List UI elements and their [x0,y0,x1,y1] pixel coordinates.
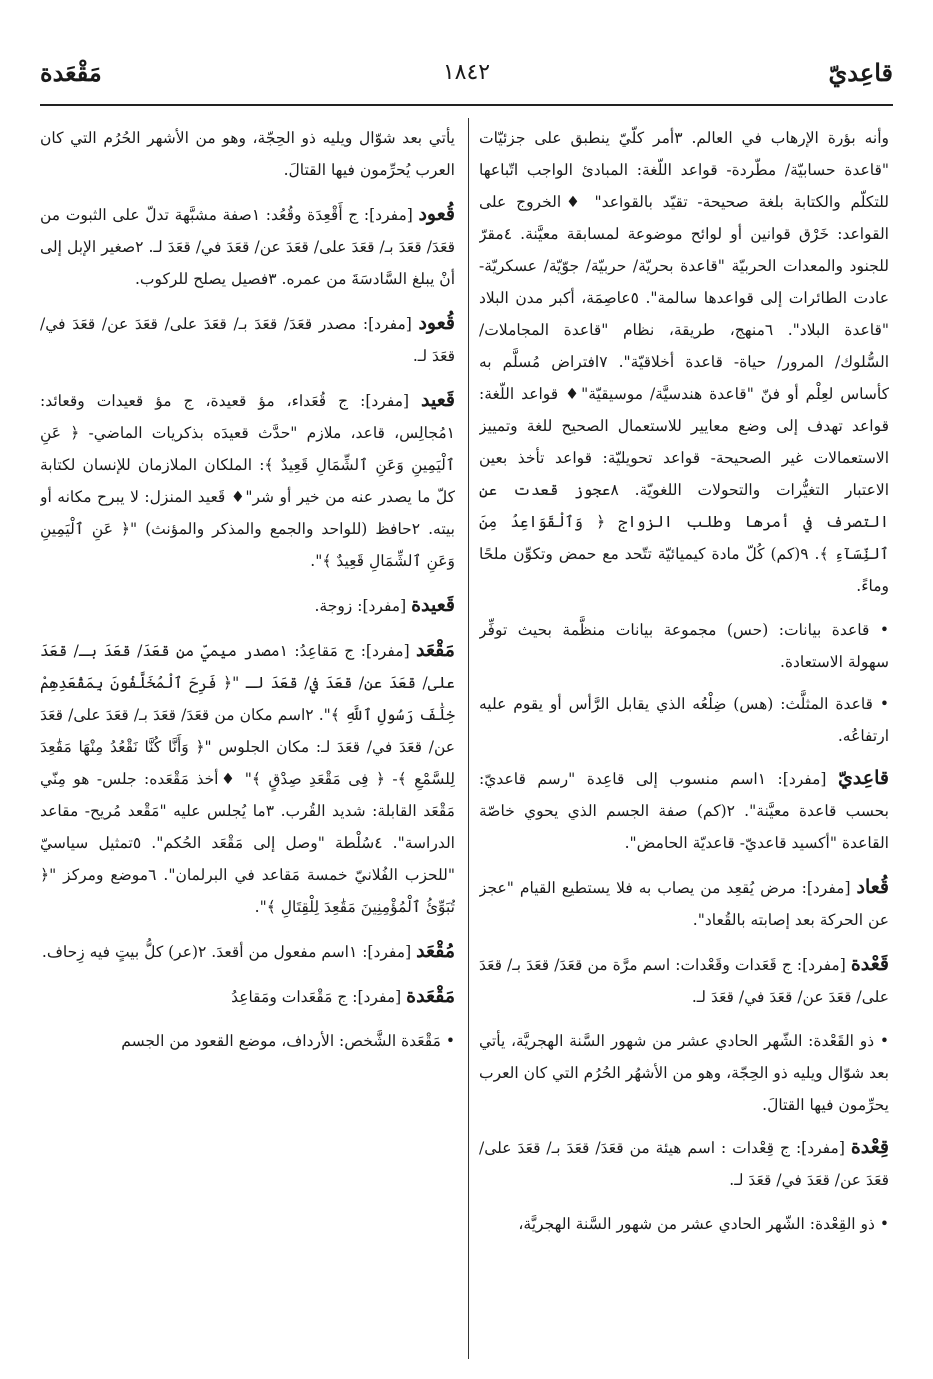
dictionary-entry [479,871,889,936]
entry-definition: ج قُعَداء، مؤ قعيدة، ج مؤ قعيدات وقعائد: ١مُجالِس، قاعد، ملازم "حدَّث قعيدَه بذكريات الماضي- ﴿ عَنِ ٱلْيَمِينِ وَعَنِ ٱلشِّمَالِ قَعِيدٌ ﴾: الملكان الملازمان للإنسان لكتابة كلّ ما يصدر عنه من خير أو شر"♦ قَعيد المنزل: لا يبرح مكانه أو بيته. ٢حافظ (للواحد والجمع والمذكر والمؤنث) "﴿ عَنِ ٱلْيَمِينِ وَعَنِ ٱلشِّمَالِ قَعِيدٌ ﴾". [40,392,455,570]
sub-entry: • قاعدة بيانات: (حس) مجموعة بيانات منظَّمة بحيث توفِّر سهولة الاستعادة. [479,621,889,671]
entry-definition: ١اسم منسوب إلى قاعِدة "رسم قاعديّ: بحسب قاعدة معيَّنة". ٢(كم) صفة الجسم الذي يحوي خاصّة القاعدة "أكسيد قاعديّ- قاعديّة الحامض". [479,770,889,852]
dictionary-entry [40,634,455,923]
left-column [40,122,455,1362]
sub-entry: • مَقْعَدة الشَّخص: الأرداف، موضع القعود من الجسم [121,1032,455,1050]
entry-headword: قُعود [418,203,455,225]
right-column [479,122,889,1362]
entry-headword: قَعيدة [411,594,455,616]
entry-headword: مَقْعَدة [406,985,455,1007]
entry-headword: قُعاد [856,876,889,898]
entry-tag: [مفرد]: [791,956,851,974]
dictionary-entry [479,762,889,859]
dictionary-entry [479,1131,889,1196]
page-number: ١٨٤٢ [442,60,491,85]
entry-headword: قِعْدة [850,1136,889,1158]
entry-headword: مُقْعَد [416,940,455,962]
entry-headword: قَعْدة [850,953,889,975]
entry-headword: قَعيد [421,389,455,411]
entry-tag: [مفرد]: [358,206,419,224]
entry-tag: [مفرد]: [352,597,412,615]
dictionary-entry [40,980,455,1013]
entry-tag: [مفرد]: [795,879,857,897]
dictionary-entry [40,589,455,622]
header-right-word: قاعِديّ [828,58,893,87]
dictionary-entry [479,948,889,1013]
entry-tag: [مفرد]: [357,943,417,961]
entry-tag: [مفرد]: [354,642,417,660]
entry-tag: [مفرد]: [356,315,419,333]
entry-tag: [مفرد]: [790,1139,851,1157]
entry-headword: قُعود [418,312,455,334]
entry-definition: مرض يُقعِد من يصاب به فلا يستطيع القيام "عجز عن الحركة بعد إصابته بالقُعاد". [479,879,889,929]
entry-tag: [مفرد]: [347,988,407,1006]
sub-entry: • قاعدة المثلَّث: (هس) ضِلْعُه الذي يقابل الرَّأس أو يقوم عليه ارتفاعُه. [479,695,889,745]
entry-definition: ج مَقاعِدُ: ١مصدر ميميّ من قعَدَ/ قعَدَ بـ/ قعَدَ على/ قعَدَ عن/ قعَدَ في/ قعَدَ لـ "﴿ فَرِحَ ٱلْمُخَلَّفُونَ بِمَقْعَدِهِمْ خِلَٰفَ رَسُولِ ٱللَّهِ ﴾". ٢اسم مكان من قعَدَ/ قعَدَ بـ/ قعَدَ على/ قعَدَ عن/ قعَدَ في/ قعَدَ لـ: مكان الجلوس "﴿ وَأَنَّا كُنَّا نَقْعُدُ مِنْهَا مَقَٰعِدَ لِلسَّمْعِ ﴾- ﴿ فِى مَقْعَدِ صِدْقٍ ﴾" ♦أخذ مَقْعَده: جلس- هو مِنّي مَقْعَد القابلة: شديد القُرب. ٣ما يُجلس عليه "مَقْعد مُريح- مقاعد الدراسة". ٤سُلْطة "وصل إلى مَقْعَد الحُكم". ٥تمثيل سياسيّ "للحزب الفُلانيّ خمسة مَقاعد في البرلمان". ٦موضع ومركز "﴿ تُبَوِّئُ ٱلْمُؤْمِنِينَ مَقَٰعِدَ لِلْقِتَالِ ﴾". [40,642,455,916]
dictionary-entry [40,307,455,372]
header-rule [40,104,893,106]
entry-definition: مصدر قعَدَ/ قعَدَ بـ/ قعَدَ على/ قعَدَ عن/ قعَدَ في/ قعَدَ لـ. [40,315,455,365]
sub-entry: • ذو القِعْدة: الشّهر الحادي عشر من شهور السَّنة الهجريَّة، [518,1215,889,1233]
entry-tag: [مفرد]: [766,770,838,788]
entry-headword: مَقْعَد [416,639,455,661]
dictionary-entry [40,198,455,295]
entry-definition: ج قِعْدات : اسم هيئة من قعَدَ/ قعَدَ بـ/ قعَدَ على/ قعَدَ عن/ قعَدَ في/ قعَدَ لـ. [479,1139,889,1189]
dictionary-entry [40,384,455,577]
entry-definition: ج أَقْعِدَة وقُعُد: ١صفة مشبَّهة تدلّ على الثبوت من قعَدَ/ قعَدَ بـ/ قعَدَ على/ قعَدَ عن/ قعَدَ في/ قعَدَ لـ. ٢صغير الإبل إلى أنْ يبلغ السَّادسَةَ من عمره. ٣فصيل يصلح للركوب. [40,206,455,288]
entry-definition: ج مَقْعَدات ومَقاعِدُ [231,988,348,1006]
column-divider [468,118,469,1359]
entry-tag: [مفرد]: [348,392,422,410]
dictionary-entry [40,935,455,968]
page-header [40,58,893,98]
sub-entry: • ذو القَعْدة: الشّهر الحادي عشر من شهور السَّنة الهجريَّة، يأتي بعد شوّال ويليه ذو الحِجّة، وهو من الأشهُر الحُرُم التي كان العرب يحرِّمون فيها القتالَ. [479,1032,889,1114]
continued-paragraph: وأنه بؤرة الإرهاب في العالم. ٣أمر كلّيّ ينطبق على جزئيّات "قاعدة حسابيّة/ مطّردة- قواعد اللّغة: المبادئ الواجب اتّباعها للتكلّم والكتابة بلغة صحيحة- تقيّد بالقواعد" ♦الخروج على القواعد: خَرْق قوانين أو لوائح موضوعة لمسابقة معيَّنة. ٤مقرّ للجنود والمعدات الحربيّة "قاعدة بحريّة/ حربيّة/ جوّيّة/ عسكريّة- عادت الطائرات إلى قواعدها سالمة". ٥عاصِمَة، أكبر مدن البلاد "قاعدة البلاد". ٦منهج، طريقة، نظام "قاعدة المجاملات/ السُّلوك/ المرور/ حياة- قاعدة أخلاقيّة". ٧افتراض مُسلَّم به كأساس لعِلْم أو فنّ "قاعدة هندسيَّة/ موسيقيّة"♦ قواعد اللّغة: قواعد تهدف إلى وضع معايير للاستعمال الصحيح للغة وتمييز الاستعمالات غير الصحيحة- قواعد تحويليّة: قواعد تأخذ بعين الاعتبار التغيُّرات والتحولات اللغويّة. ٨عجوز قعدت عن التصرف في أمرها وطلب الزواج ﴿ وَٱلْقَوَاعِدُ مِنَ ٱلنِّسَآءِ ﴾. ٩(كم) كُلّ مادة كيميائيّة تتّحد مع حمض وتكوِّن ملحًا وماءً. [479,129,889,595]
continued-paragraph: يأتي بعد شوّال ويليه ذو الحِجّة، وهو من الأشهر الحُرُم التي كان العرب يُحرِّمون فيها القتالَ. [40,129,455,179]
entry-definition: زوجة. [314,597,353,615]
entry-headword: قاعِديّ [837,767,889,789]
entry-definition: ج قَعَدات وقَعْدات: اسم مرَّة من قعَدَ/ قعَدَ بـ/ قعَدَ على/ قعَدَ عن/ قعَدَ في/ قعَدَ لـ. [479,956,889,1006]
header-left-word: مَقْعَدة [40,58,102,87]
entry-definition: ١اسم مفعول من أقعدَ. ٢(عر) كلُّ بيتٍ فيه زِحاف. [41,943,358,961]
